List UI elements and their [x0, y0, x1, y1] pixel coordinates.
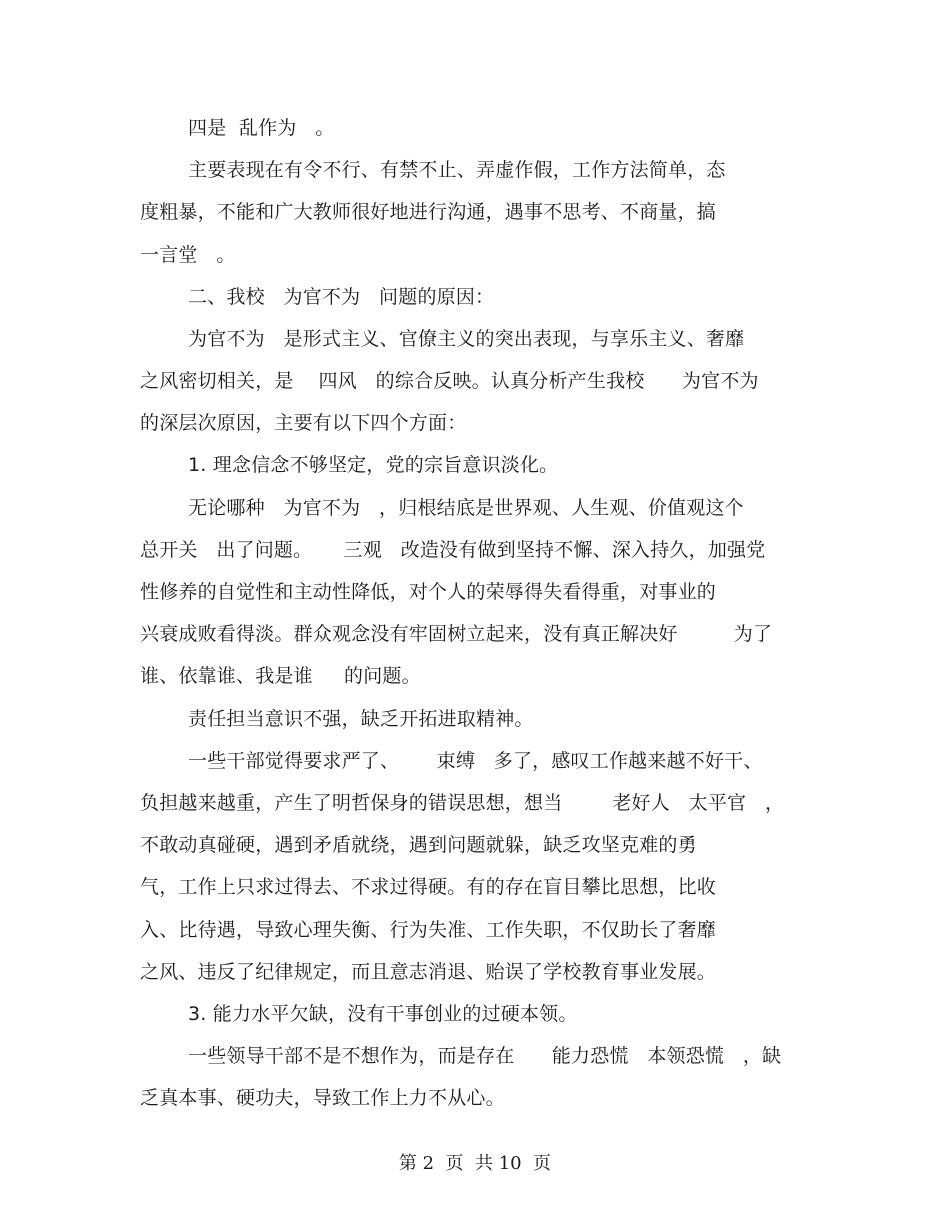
section-heading: 二、我校 为官不为 问题的原因：: [188, 286, 495, 308]
text-line: 乏真本事、硬功夫，导致工作上力不从心。: [140, 1087, 505, 1109]
text-line: 无论哪种 为官不为 ，归根结底是世界观、人生观、价值观这个: [188, 497, 744, 519]
text-line: 兴衰成败看得淡。群众观念没有牢固树立起来，没有真正解决好 为了: [140, 623, 773, 645]
text-line: 一些领导干部不是不想作为，而是存在 能力恐慌 本领恐慌 ，缺: [188, 1045, 782, 1067]
text-line: 之风、违反了纪律规定，而且意志消退、贻误了学校教育事业发展。: [140, 961, 717, 983]
text-line: 入、比待遇，导致心理失衡、行为失准、工作失职，不仅助长了奢靡: [140, 919, 717, 941]
text-line: 四是 乱作为 。: [188, 117, 335, 139]
text-line: 负担越来越重，产生了明哲保身的错误思想，想当 老好人 太平官 ，: [140, 792, 785, 814]
text-line: 气，工作上只求过得去、不求过得硬。有的存在盲目攀比思想，比收: [140, 876, 717, 898]
text-line: 为官不为 是形式主义、官僚主义的突出表现，与享乐主义、奢靡: [188, 328, 745, 350]
text-line: 一言堂 。: [140, 244, 236, 266]
subheading: 3. 能力水平欠缺，没有干事创业的过硬本领。: [188, 1003, 578, 1025]
text-line: 谁、依靠谁、我是谁 的问题。: [140, 665, 421, 687]
text-line: 不敢动真碰硬，遇到矛盾就绕，遇到问题就躲，缺乏攻坚克难的勇: [140, 834, 697, 856]
text-line: 总开关 出了问题。 三观 改造没有做到坚持不懈、深入持久，加强党: [140, 539, 766, 561]
text-line: 的深层次原因，主要有以下四个方面：: [140, 412, 467, 434]
text-line: 之风密切相关，是 四风 的综合反映。认真分析产生我校 为官不为: [140, 370, 759, 392]
text-line: 性修养的自觉性和主动性降低，对个人的荣辱得失看得重，对事业的: [140, 581, 717, 603]
page-footer: 第 2 页 共 10 页: [398, 1153, 552, 1174]
text-line: 主要表现在有令不行、有禁不止、弄虚作假，工作方法简单，态: [188, 159, 726, 181]
text-line: 一些干部觉得要求严了、 束缚 多了，感叹工作越来越不好干、: [188, 750, 763, 772]
subheading: 责任担当意识不强，缺乏开拓进取精神。: [188, 708, 534, 730]
text-line: 度粗暴，不能和广大教师很好地进行沟通，遇事不思考、不商量，搞: [140, 201, 717, 223]
subheading: 1. 理念信念不够坚定，党的宗旨意识淡化。: [188, 454, 559, 476]
